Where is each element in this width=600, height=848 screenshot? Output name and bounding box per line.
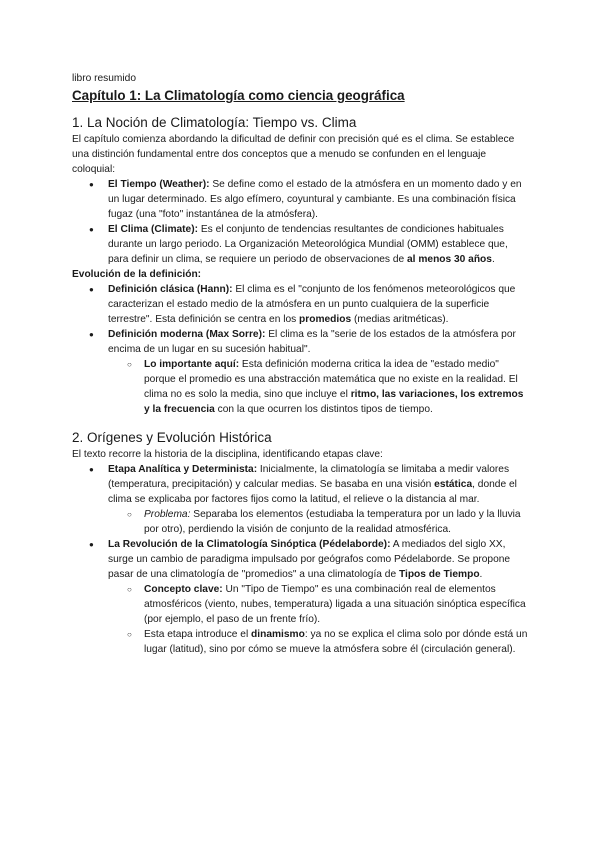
list-item-text: con la que ocurren los distintos tipos de tiempo. bbox=[214, 404, 433, 415]
section-1-list bbox=[72, 177, 528, 267]
list-item-text: Esta etapa introduce el bbox=[144, 629, 252, 640]
list-item-label: Lo importante aquí: bbox=[144, 359, 240, 370]
sub-list-item bbox=[72, 627, 528, 657]
section-1-intro: El capítulo comienza abordando la dificultad de definir con precisión qué es el clima. Se establece una distinción fundamental entre dos conceptos que a menudo se confunden en el lenguaje coloquial: bbox=[72, 134, 515, 175]
sub-list bbox=[108, 582, 528, 657]
list-item-label: Definición moderna (Max Sorre): bbox=[108, 329, 266, 340]
sub-list bbox=[108, 357, 528, 417]
list-item-text: Separaba los elementos (estudiaba la temperatura por un lado y la lluvia por otro), perdiendo la visión de conjunto de la realidad atmosférica. bbox=[144, 509, 521, 535]
list-item-clima bbox=[72, 222, 528, 267]
list-item-text: : ya no se explica el clima solo por dónde está un lugar (latitud), sino por cómo se mueve la atmósfera sobre él (circulación general). bbox=[144, 629, 528, 655]
document-note: libro resumido bbox=[72, 73, 136, 84]
emphasis-text: ritmo, las variaciones, los extremos y la frecuencia bbox=[144, 389, 524, 415]
list-item-label: Concepto clave: bbox=[144, 584, 223, 595]
list-item-text: Es el conjunto de tendencias resultantes de condiciones habituales durante un largo periodo. La Organización Meteorológica Mundial (OMM) establece que, para definir un clima, se requiere un periodo de observaciones de bbox=[108, 224, 508, 265]
emphasis-text: estática bbox=[434, 479, 473, 490]
list-item-label: El Clima (Climate): bbox=[108, 224, 199, 235]
list-item-tiempo bbox=[72, 177, 528, 222]
section-1-heading: 1. La Noción de Climatología: Tiempo vs. Clima bbox=[72, 115, 357, 130]
list-item-text: . bbox=[479, 569, 483, 580]
list-item-label: Etapa Analítica y Determinista: bbox=[108, 464, 258, 475]
list-item-text: Inicialmente, la climatología se limitaba a medir valores (temperatura, precipitación) y calcular medias. Se basaba en una visión bbox=[108, 464, 510, 490]
italic-label: Problema: bbox=[144, 509, 191, 520]
list-item-label: La Revolución de la Climatología Sinóptica (Pédelaborde): bbox=[108, 539, 391, 550]
list-item-sorre bbox=[72, 327, 528, 417]
list-item-analitica bbox=[72, 462, 528, 537]
list-item-label: Definición clásica (Hann): bbox=[108, 284, 233, 295]
section-2-list bbox=[72, 462, 528, 657]
list-item-text: Esta definición moderna critica la idea de "estado medio" porque el promedio es una abstracción matemática que no existe en la realidad. El clima no es solo la media, sino que incluye el bbox=[144, 359, 518, 400]
chapter-title: Capítulo 1: La Climatología como ciencia geográfica bbox=[72, 88, 405, 103]
definition-list bbox=[72, 282, 528, 417]
emphasis-text: Tipos de Tiempo bbox=[398, 569, 480, 580]
list-item-text: A mediados del siglo XX, surge un cambio de paradigma impulsado por geógrafos como Pédelaborde. Se propone pasar de una climatología de "promedios" a una climatología de bbox=[108, 539, 511, 580]
sub-list-item bbox=[72, 582, 528, 627]
subsection-heading: Evolución de la definición: bbox=[72, 269, 202, 280]
list-item-text: , donde el clima se explicaba por factores fijos como la latitud, el relieve o la distancia al mar. bbox=[108, 479, 517, 505]
section-2-heading: 2. Orígenes y Evolución Histórica bbox=[72, 430, 272, 445]
sub-list bbox=[108, 507, 528, 537]
list-item-label: El Tiempo (Weather): bbox=[108, 179, 210, 190]
list-item-sinoptica bbox=[72, 537, 528, 657]
list-item-hann bbox=[72, 282, 528, 327]
sub-list-item bbox=[72, 507, 528, 537]
emphasis-text: dinamismo bbox=[251, 629, 305, 640]
sub-list-item bbox=[72, 357, 528, 417]
list-item-text: El clima es el "conjunto de los fenómenos meteorológicos que caracterizan el estado medio de la atmósfera en un punto cualquiera de la superficie terrestre". Esta definición se centra en los bbox=[108, 284, 516, 325]
list-item-text: Se define como el estado de la atmósfera en un momento dado y en un lugar determinado. Es algo efímero, coyuntural y cambiante. Es una combinación física fugaz (una "foto" instantánea de la atmósfera). bbox=[108, 179, 522, 220]
list-item-text: . bbox=[491, 254, 495, 265]
emphasis-text: promedios bbox=[299, 314, 352, 325]
list-item-text: (medias aritméticas). bbox=[351, 314, 449, 325]
section-2-intro: El texto recorre la historia de la disciplina, identificando etapas clave: bbox=[72, 449, 383, 460]
list-item-text: El clima es la "serie de los estados de la atmósfera por encima de un lugar en su sucesión habitual". bbox=[108, 329, 516, 355]
list-item-text: Un "Tipo de Tiempo" es una combinación real de elementos atmosféricos (viento, nubes, temperatura) ligada a una situación sinóptica específica (por ejemplo, el paso de un frente frío). bbox=[144, 584, 526, 625]
document-page bbox=[72, 72, 528, 657]
emphasis-text: al menos 30 años bbox=[407, 254, 492, 265]
